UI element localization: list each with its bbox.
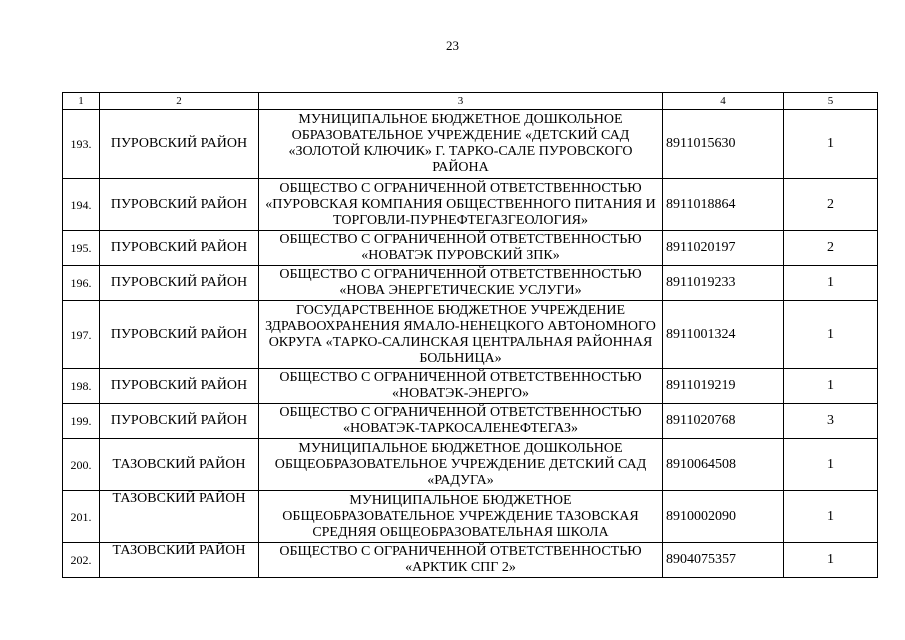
inn-cell: 8911020197 <box>663 231 784 266</box>
inn-cell: 8911019233 <box>663 266 784 301</box>
district-cell: ПУРОВСКИЙ РАЙОН <box>100 179 259 231</box>
count-cell: 2 <box>784 179 878 231</box>
count-cell: 1 <box>784 543 878 578</box>
table-row <box>63 231 878 266</box>
organization-cell: МУНИЦИПАЛЬНОЕ БЮДЖЕТНОЕ ОБЩЕОБРАЗОВАТЕЛЬНОЕ УЧРЕЖДЕНИЕ ТАЗОВСКАЯ СРЕДНЯЯ ОБЩЕОБРАЗОВАТЕЛЬНАЯ ШКОЛА <box>259 491 663 543</box>
header-row <box>63 93 878 110</box>
row-number: 199. <box>63 404 100 439</box>
header-col-1: 1 <box>63 93 100 110</box>
district-cell: ТАЗОВСКИЙ РАЙОН <box>100 439 259 491</box>
table-row <box>63 179 878 231</box>
inn-cell: 8911019219 <box>663 369 784 404</box>
organization-cell: ОБЩЕСТВО С ОГРАНИЧЕННОЙ ОТВЕТСТВЕННОСТЬЮ «НОВАТЭК ПУРОВСКИЙ ЗПК» <box>259 231 663 266</box>
header-col-2: 2 <box>100 93 259 110</box>
table-row <box>63 266 878 301</box>
district-cell: ТАЗОВСКИЙ РАЙОН <box>100 543 259 578</box>
inn-cell: 8910064508 <box>663 439 784 491</box>
table-row <box>63 369 878 404</box>
inn-cell: 8910002090 <box>663 491 784 543</box>
organization-cell: ОБЩЕСТВО С ОГРАНИЧЕННОЙ ОТВЕТСТВЕННОСТЬЮ «ПУРОВСКАЯ КОМПАНИЯ ОБЩЕСТВЕННОГО ПИТАНИЯ И ТОРГОВЛИ-ПУРНЕФТЕГАЗГЕОЛОГИЯ» <box>259 179 663 231</box>
header-col-4: 4 <box>663 93 784 110</box>
table-row <box>63 301 878 369</box>
organization-cell: ОБЩЕСТВО С ОГРАНИЧЕННОЙ ОТВЕТСТВЕННОСТЬЮ «НОВАТЭК-ЭНЕРГО» <box>259 369 663 404</box>
organization-cell: МУНИЦИПАЛЬНОЕ БЮДЖЕТНОЕ ДОШКОЛЬНОЕ ОБРАЗОВАТЕЛЬНОЕ УЧРЕЖДЕНИЕ «ДЕТСКИЙ САД «ЗОЛОТОЙ КЛЮЧИК» Г. ТАРКО-САЛЕ ПУРОВСКОГО РАЙОНА <box>259 110 663 179</box>
district-cell: ПУРОВСКИЙ РАЙОН <box>100 301 259 369</box>
organization-cell: ОБЩЕСТВО С ОГРАНИЧЕННОЙ ОТВЕТСТВЕННОСТЬЮ «НОВАТЭК-ТАРКОСАЛЕНЕФТЕГАЗ» <box>259 404 663 439</box>
count-cell: 1 <box>784 491 878 543</box>
count-cell: 3 <box>784 404 878 439</box>
organization-cell: ГОСУДАРСТВЕННОЕ БЮДЖЕТНОЕ УЧРЕЖДЕНИЕ ЗДРАВООХРАНЕНИЯ ЯМАЛО-НЕНЕЦКОГО АВТОНОМНОГО ОКРУГА «ТАРКО-САЛИНСКАЯ ЦЕНТРАЛЬНАЯ РАЙОННАЯ БОЛЬНИЦА» <box>259 301 663 369</box>
row-number: 193. <box>63 110 100 179</box>
organization-cell: МУНИЦИПАЛЬНОЕ БЮДЖЕТНОЕ ДОШКОЛЬНОЕ ОБЩЕОБРАЗОВАТЕЛЬНОЕ УЧРЕЖДЕНИЕ ДЕТСКИЙ САД «РАДУГА» <box>259 439 663 491</box>
count-cell: 1 <box>784 266 878 301</box>
table-row <box>63 491 878 543</box>
count-cell: 1 <box>784 301 878 369</box>
inn-cell: 8911001324 <box>663 301 784 369</box>
district-cell: ПУРОВСКИЙ РАЙОН <box>100 404 259 439</box>
count-cell: 2 <box>784 231 878 266</box>
district-cell: ПУРОВСКИЙ РАЙОН <box>100 110 259 179</box>
count-cell: 1 <box>784 439 878 491</box>
row-number: 201. <box>63 491 100 543</box>
row-number: 197. <box>63 301 100 369</box>
row-number: 198. <box>63 369 100 404</box>
inn-cell: 8904075357 <box>663 543 784 578</box>
district-cell: ПУРОВСКИЙ РАЙОН <box>100 266 259 301</box>
inn-cell: 8911018864 <box>663 179 784 231</box>
count-cell: 1 <box>784 369 878 404</box>
district-cell: ПУРОВСКИЙ РАЙОН <box>100 369 259 404</box>
table-row <box>63 110 878 179</box>
inn-cell: 8911015630 <box>663 110 784 179</box>
row-number: 196. <box>63 266 100 301</box>
district-cell: ТАЗОВСКИЙ РАЙОН <box>100 491 259 543</box>
row-number: 195. <box>63 231 100 266</box>
registry-table <box>62 92 878 578</box>
inn-cell: 8911020768 <box>663 404 784 439</box>
row-number: 200. <box>63 439 100 491</box>
organization-cell: ОБЩЕСТВО С ОГРАНИЧЕННОЙ ОТВЕТСТВЕННОСТЬЮ «АРКТИК СПГ 2» <box>259 543 663 578</box>
table-row <box>63 543 878 578</box>
page-number: 23 <box>446 38 459 53</box>
header-col-5: 5 <box>784 93 878 110</box>
district-cell: ПУРОВСКИЙ РАЙОН <box>100 231 259 266</box>
header-col-3: 3 <box>259 93 663 110</box>
table-row <box>63 439 878 491</box>
organization-cell: ОБЩЕСТВО С ОГРАНИЧЕННОЙ ОТВЕТСТВЕННОСТЬЮ «НОВА ЭНЕРГЕТИЧЕСКИЕ УСЛУГИ» <box>259 266 663 301</box>
count-cell: 1 <box>784 110 878 179</box>
row-number: 202. <box>63 543 100 578</box>
row-number: 194. <box>63 179 100 231</box>
table-row <box>63 404 878 439</box>
